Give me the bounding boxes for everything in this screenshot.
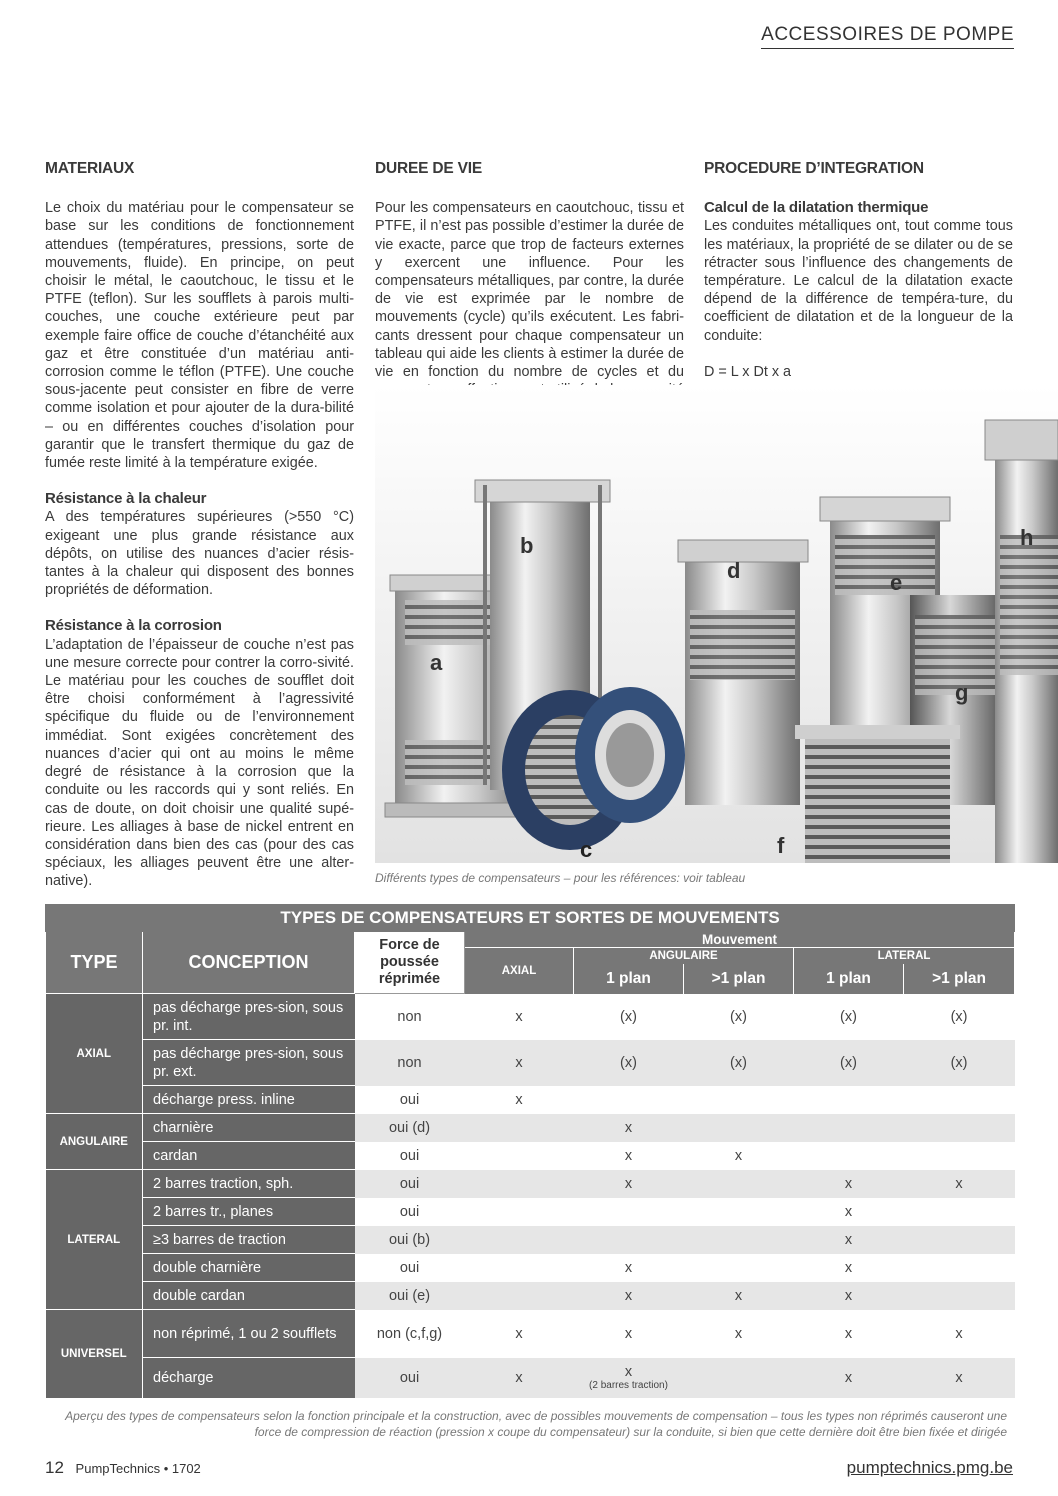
row-conception: 2 barres traction, sph. [143, 1170, 355, 1198]
row-lat-2 [904, 1086, 1015, 1114]
row-ang-2 [684, 1254, 794, 1282]
row-ang-2: x [684, 1282, 794, 1310]
header-ang-gt1plan: >1 plan [684, 964, 794, 994]
row-axial [465, 1142, 574, 1170]
row-force: non (c,f,g) [355, 1310, 465, 1358]
table-row [46, 1282, 1015, 1310]
compensators-photo [375, 385, 1058, 863]
row-ang-1-mark: x [624, 1364, 633, 1380]
row-ang-2 [684, 1358, 794, 1398]
row-lat-1: x [794, 1198, 904, 1226]
publication: PumpTechnics • 1702 [75, 1461, 201, 1476]
row-lat-1 [794, 1086, 904, 1114]
photo-caption: Différents types de compensateurs – pour les références: voir tableau [375, 871, 746, 885]
row-ang-1: x [574, 1310, 684, 1358]
header-lat-gt1plan: >1 plan [904, 964, 1015, 994]
compensators-illustration [375, 385, 1058, 863]
row-force: oui (b) [355, 1226, 465, 1254]
row-lat-2 [904, 1198, 1015, 1226]
row-ang-2: x [684, 1310, 794, 1358]
row-axial [465, 1282, 574, 1310]
row-lat-1: (x) [794, 994, 904, 1040]
label-f: f [777, 833, 785, 858]
row-force: oui [355, 1086, 465, 1114]
label-g: g [955, 680, 969, 705]
table-row [46, 1358, 1015, 1398]
row-ang-1-note: (2 barres traction) [589, 1380, 668, 1391]
heading-chaleur: Résistance à la chaleur [45, 490, 207, 508]
header-ang-1plan: 1 plan [574, 964, 684, 994]
table-note: Aperçu des types de compensateurs selon la fonction principale et la construction, avec de possibles mouvements de compensation – tous les types non réprimés causeront une force de compression de réaction (pression x coupe du compensateur) sur la conduite, si bien que cette dernière doit être bien fixée et dirigée [65, 1409, 1007, 1439]
label-d: d [727, 558, 741, 583]
row-force: oui [355, 1358, 465, 1398]
group-universel: UNIVERSEL [46, 1310, 143, 1398]
row-ang-1 [574, 1358, 684, 1398]
row-ang-1: (x) [574, 994, 684, 1040]
heading-procedure: PROCEDURE D’INTEGRATION [704, 160, 924, 177]
row-conception: décharge [143, 1358, 355, 1398]
group-angulaire: ANGULAIRE [46, 1114, 143, 1170]
group-axial: AXIAL [46, 994, 143, 1114]
table-row [46, 1086, 1015, 1114]
label-a: a [430, 650, 443, 675]
row-axial [465, 1198, 574, 1226]
header-force: Force de poussée réprimée [355, 932, 465, 994]
table-row [46, 1142, 1015, 1170]
paragraph-chaleur: A des températures supérieures (>550 °C) exigeant une plus grande résistance aux dépôts, on utilise des nuances d’acier résis-tantes à la chaleur qui disposent des bonnes propriétés de déformation. [45, 509, 354, 599]
row-lat-1: x [794, 1282, 904, 1310]
header-lateral: LATERAL [794, 948, 1015, 964]
formula: D = L x Dt x a [704, 363, 792, 380]
row-conception: double cardan [143, 1282, 355, 1310]
row-conception: décharge press. inline [143, 1086, 355, 1114]
header-lat-1plan: 1 plan [794, 964, 904, 994]
row-lat-2 [904, 1142, 1015, 1170]
table-row [46, 1040, 1015, 1086]
table-row [46, 1254, 1015, 1282]
row-conception: charnière [143, 1114, 355, 1142]
table-row [46, 1198, 1015, 1226]
row-ang-1: x [574, 1254, 684, 1282]
row-ang-2: (x) [684, 994, 794, 1040]
row-lat-1: x [794, 1226, 904, 1254]
row-ang-1: x [574, 1142, 684, 1170]
row-lat-1: x [794, 1254, 904, 1282]
column-duree [375, 160, 684, 418]
row-axial: x [465, 1086, 574, 1114]
row-ang-2 [684, 1198, 794, 1226]
row-axial [465, 1170, 574, 1198]
row-ang-1 [574, 1086, 684, 1114]
header-conception: CONCEPTION [143, 932, 355, 994]
row-lat-2: x [904, 1310, 1015, 1358]
row-ang-2 [684, 1086, 794, 1114]
paragraph-duree: Pour les compensateurs en caoutchouc, tissu et PTFE, il n’est pas possible d’estimer la durée de vie exacte, parce que trop de facteurs externes y exercent une influence. Pour les compensateurs métalliques, par contre, la durée de vie est exprimée par le nombre de mouvements (cycle) qu’ils exécutent. Les fabri-cants dressent pour chaque compensateur un tableau qui aide les clients à estimer la durée de vie en fonction du nombre de cycles et du [375, 200, 684, 381]
row-force: oui [355, 1198, 465, 1226]
row-lat-2 [904, 1282, 1015, 1310]
row-axial: x [465, 1310, 574, 1358]
heading-dilatation: Calcul de la dilatation thermique [704, 199, 929, 217]
row-lat-1: (x) [794, 1040, 904, 1086]
row-ang-1 [574, 1198, 684, 1226]
row-lat-1: x [794, 1358, 904, 1398]
row-axial [465, 1226, 574, 1254]
row-conception: cardan [143, 1142, 355, 1170]
row-ang-2 [684, 1114, 794, 1142]
row-conception: ≥3 barres de traction [143, 1226, 355, 1254]
row-ang-1: x [574, 1170, 684, 1198]
table-title: TYPES DE COMPENSATEURS ET SORTES DE MOUVEMENTS [46, 905, 1015, 932]
header-angulaire: ANGULAIRE [574, 948, 794, 964]
row-ang-1: x [574, 1282, 684, 1310]
row-ang-2 [684, 1170, 794, 1198]
paragraph-dilatation: Les conduites métalliques ont, tout comme tous les matériaux, la propriété de se dilater ou de se rétracter sous l’influence des changements de température. Le calcul de la dilatation exacte dépend de la différence de tempéra-ture, du coefficient de dilatation et de la longueur de la conduite: [704, 218, 1013, 344]
row-axial: x [465, 1040, 574, 1086]
table-row [46, 1310, 1015, 1358]
row-force: oui [355, 1170, 465, 1198]
footer-url[interactable]: pumptechnics.pmg.be [846, 1458, 1013, 1477]
header-axial: AXIAL [465, 948, 574, 994]
label-h: h [1020, 525, 1034, 550]
row-conception: non réprimé, 1 ou 2 soufflets [143, 1310, 355, 1358]
row-force: oui [355, 1142, 465, 1170]
header-type: TYPE [46, 932, 143, 994]
label-b: b [520, 533, 534, 558]
paragraph-materiaux: Le choix du matériau pour le compensateur se base sur les conditions de fonctionnement attendues (températures, pressions, sorte de mouvements, fluide). En principe, on peut choisir le métal, le caoutchouc, le tissu et le PTFE (teflon). Sur les soufflets à parois multi-couches, une couche extérieure peut par exemple faire office de couche d’étanchéité aux gaz et être constituée d’un matériau anti-corrosion comme le téflon (PTFE). Une couche sous-jacente peut consister en fibre de verre comme isolation et pour ajouter de la dura-bilité – ou en différentes couches d’isolation pour garantir que le transfert thermique du gaz de fumée reste limité à la température exigée. [45, 200, 354, 472]
row-lat-2: (x) [904, 994, 1015, 1040]
row-axial [465, 1114, 574, 1142]
row-ang-1: x [574, 1114, 684, 1142]
row-axial: x [465, 1358, 574, 1398]
row-ang-2: (x) [684, 1040, 794, 1086]
footer-left [45, 1458, 201, 1478]
row-conception: 2 barres tr., planes [143, 1198, 355, 1226]
row-force: non [355, 994, 465, 1040]
heading-corrosion: Résistance à la corrosion [45, 617, 222, 635]
section-title: ACCESSOIRES DE POMPE [761, 24, 1014, 49]
row-conception: double charnière [143, 1254, 355, 1282]
column-materiaux [45, 160, 354, 891]
row-axial [465, 1254, 574, 1282]
table-row [46, 1170, 1015, 1198]
paragraph-corrosion: L’adaptation de l’épaisseur de couche n’est pas une mesure correcte pour contrer la corro-sivité. Le matériau pour les couches de soufflet doit être choisi conformément à l’agressivité spécifique du fluide ou de l’environnement immédiat. Sont exigées concrètement des nuances d’acier qui ont au moins le même degré de résistance à la corrosion que la conduite ou les raccords qui y sont reliés. En cas de doute, on doit choisir une qualité supé-rieure. Les alliages à base de nickel entrent en considération dans bien des cas (pour des cas spéciaux, les alliages peuvent être une alter-native). [45, 636, 354, 890]
row-lat-1 [794, 1114, 904, 1142]
row-ang-2 [684, 1226, 794, 1254]
page-number: 12 [45, 1458, 64, 1477]
row-lat-1 [794, 1142, 904, 1170]
row-force: oui [355, 1254, 465, 1282]
compensators-table [45, 904, 1014, 1398]
row-force: oui (d) [355, 1114, 465, 1142]
row-lat-2 [904, 1226, 1015, 1254]
header-mouvement: Mouvement [465, 932, 1015, 948]
row-lat-2 [904, 1254, 1015, 1282]
label-e: e [890, 570, 903, 595]
row-force: non [355, 1040, 465, 1086]
row-lat-2: x [904, 1170, 1015, 1198]
row-conception: pas décharge pres-sion, sous pr. int. [143, 994, 355, 1040]
label-c: c [580, 837, 593, 862]
table-row [46, 994, 1015, 1040]
row-conception: pas décharge pres-sion, sous pr. ext. [143, 1040, 355, 1086]
table-row [46, 1114, 1015, 1142]
row-lat-2 [904, 1114, 1015, 1142]
heading-materiaux: MATERIAUX [45, 160, 135, 177]
heading-duree: DUREE DE VIE [375, 160, 482, 177]
group-lateral: LATERAL [46, 1170, 143, 1310]
row-force: oui (e) [355, 1282, 465, 1310]
row-lat-2: (x) [904, 1040, 1015, 1086]
row-lat-1: x [794, 1170, 904, 1198]
row-axial: x [465, 994, 574, 1040]
row-ang-1: (x) [574, 1040, 684, 1086]
table-row [46, 1226, 1015, 1254]
row-ang-1 [574, 1226, 684, 1254]
row-lat-2: x [904, 1358, 1015, 1398]
row-lat-1: x [794, 1310, 904, 1358]
row-ang-2: x [684, 1142, 794, 1170]
